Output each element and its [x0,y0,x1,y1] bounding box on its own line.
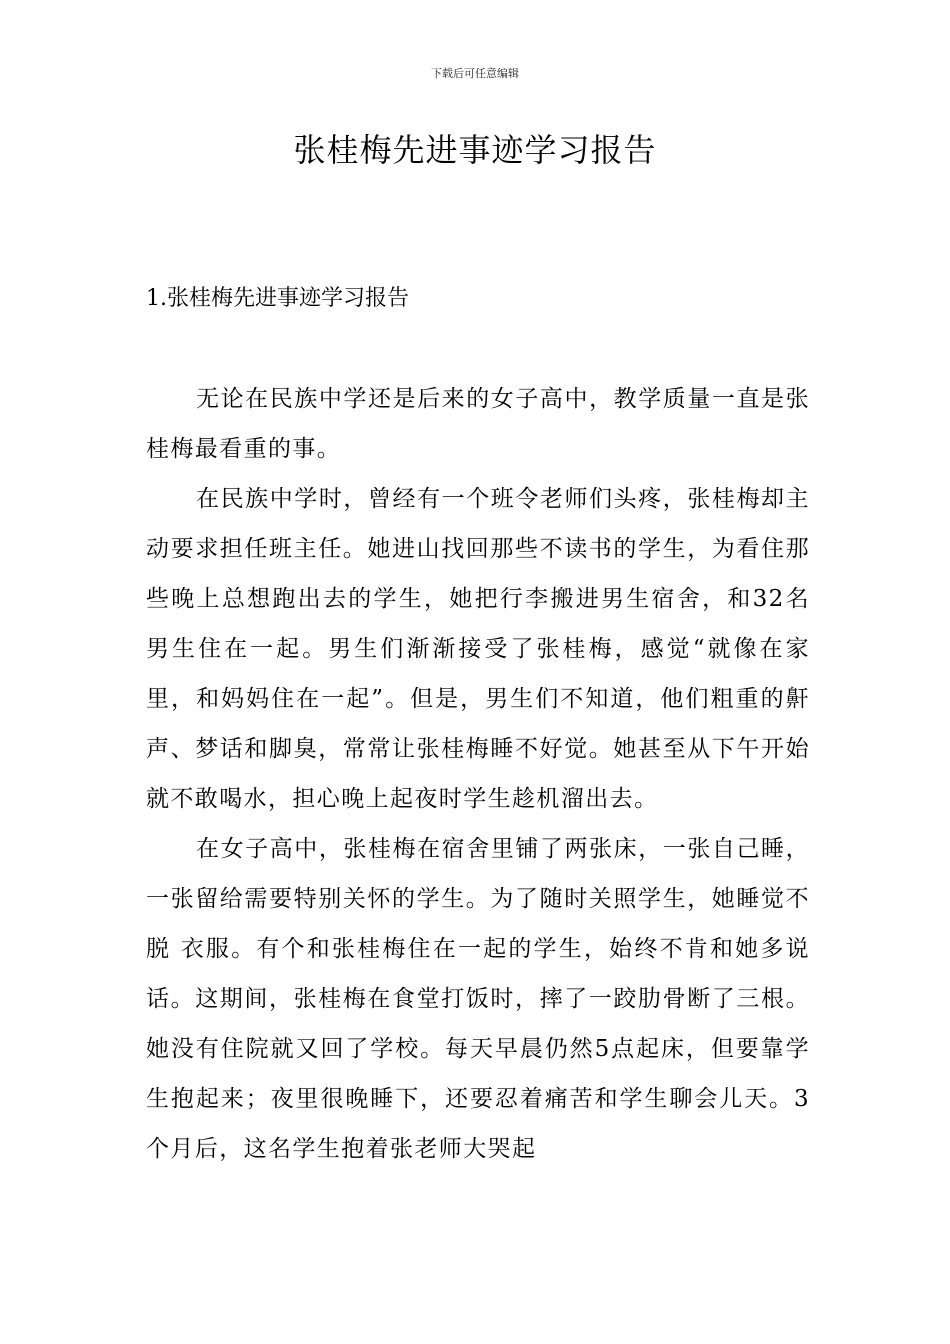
section-heading: 1.张桂梅先进事迹学习报告 [146,286,409,311]
header-note: 下载后可任意编辑 [431,67,519,80]
document-title: 张桂梅先进事迹学习报告 [293,131,657,169]
paragraph-1: 无论在民族中学还是后来的女子高中，教学质量一直是张桂梅最看重的事。 [146,386,810,462]
paragraph-2: 在民族中学时，曾经有一个班令老师们头疼，张桂梅却主动要求担任班主任。她进山找回那些不读书的学生，为看住那些晚上总想跑出去的学生，她把行李搬进男生宿舍，和32名男生住在一起。男生们渐渐接受了张桂梅，感觉“就像在家里，和妈妈住在一起”。但是，男生们不知道，他们粗重的鼾声、梦话和脚臭，常常让张桂梅睡不好觉。她甚至从下午开始就不敢喝水，担心晚上起夜时学生趁机溜出去。 [146,486,810,812]
body-text [146,374,810,1174]
paragraph-3: 在女子高中，张桂梅在宿舍里铺了两张床，一张自己睡，一张留给需要特别关怀的学生。为了随时关照学生，她睡觉不脱 衣服。有个和张桂梅住在一起的学生，始终不肯和她多说话。这期间，张桂梅在食堂打饭时，摔了一跤肋骨断了三根。她没有住院就又回了学校。每天早晨仍然5点起床，但要靠学生抱起来；夜里很晚睡下，还要忍着痛苦和学生聊会儿天。3个月后，这名学生抱着张老师大哭起 [146,836,810,1162]
